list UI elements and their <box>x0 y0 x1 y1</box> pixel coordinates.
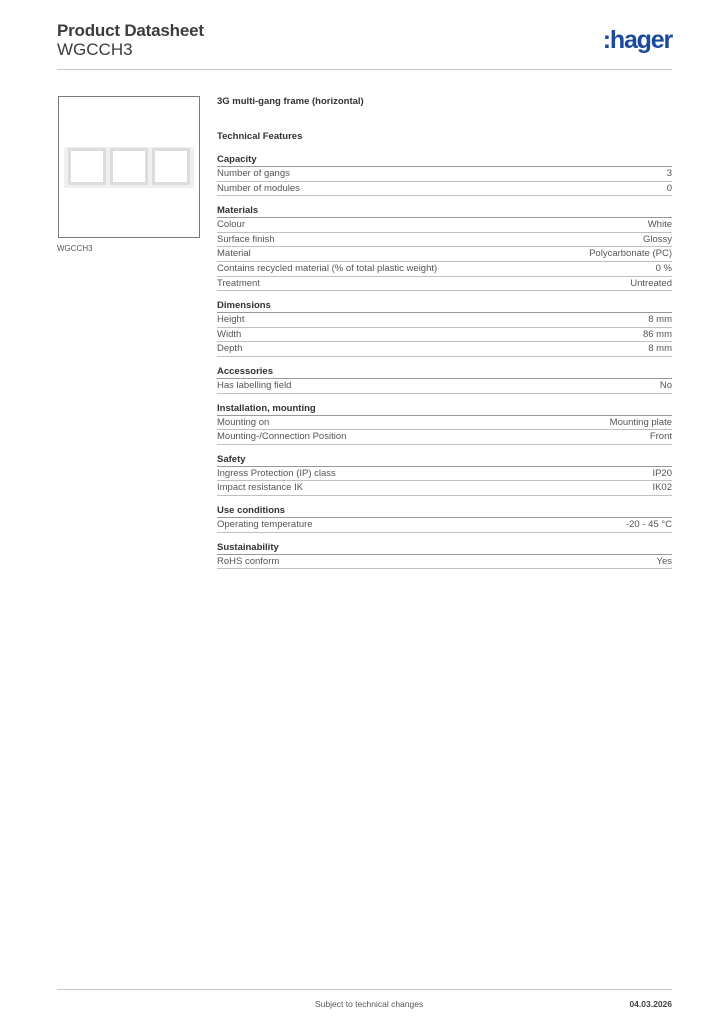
spec-value: White <box>647 219 672 231</box>
spec-value: 0 % <box>655 262 672 274</box>
spec-value: Yes <box>656 555 672 567</box>
spec-section <box>217 402 672 445</box>
section-title: Dimensions <box>217 299 672 313</box>
spec-row <box>217 555 672 570</box>
spec-value: No <box>659 379 672 391</box>
spec-value: 8 mm <box>648 343 672 355</box>
frame-illustration <box>64 147 194 188</box>
spec-row <box>217 262 672 277</box>
spec-row <box>217 218 672 233</box>
spec-section <box>217 365 672 394</box>
document-title: Product Datasheet <box>57 21 204 40</box>
spec-label: RoHS conform <box>217 555 280 567</box>
spec-label: Depth <box>217 343 243 355</box>
spec-content <box>217 96 672 569</box>
spec-label: Height <box>217 314 245 326</box>
product-code: WGCCH3 <box>57 40 133 59</box>
spec-value: IP20 <box>652 467 672 479</box>
section-title: Accessories <box>217 365 672 379</box>
page-header <box>57 20 672 70</box>
footer-date: 04.03.2026 <box>629 999 672 1009</box>
spec-row <box>217 167 672 182</box>
gang-slot <box>68 148 106 185</box>
spec-value: 0 <box>666 182 672 194</box>
spec-section <box>217 299 672 357</box>
technical-features-heading: Technical Features <box>217 131 303 142</box>
spec-value: IK02 <box>652 482 672 494</box>
gang-slot <box>110 148 148 185</box>
spec-row <box>217 247 672 262</box>
spec-row <box>217 416 672 431</box>
spec-section <box>217 541 672 570</box>
spec-label: Colour <box>217 219 245 231</box>
spec-label: Material <box>217 248 251 260</box>
spec-label: Contains recycled material (% of total plastic weight) <box>217 262 438 274</box>
spec-section <box>217 204 672 291</box>
spec-value: Polycarbonate (PC) <box>589 248 672 260</box>
spec-label: Has labelling field <box>217 379 292 391</box>
spec-label: Number of modules <box>217 182 300 194</box>
spec-row <box>217 277 672 292</box>
spec-value: Mounting plate <box>609 416 672 428</box>
footer-note: Subject to technical changes <box>315 999 424 1009</box>
spec-row <box>217 342 672 357</box>
spec-sections <box>217 153 672 569</box>
spec-section <box>217 153 672 196</box>
spec-label: Mounting on <box>217 416 270 428</box>
section-title: Sustainability <box>217 541 672 555</box>
spec-label: Mounting-/Connection Position <box>217 431 347 443</box>
spec-row <box>217 430 672 445</box>
spec-row <box>217 233 672 248</box>
hager-logo: :hager <box>602 26 672 54</box>
spec-label: Impact resistance IK <box>217 482 304 494</box>
spec-label: Ingress Protection (IP) class <box>217 467 336 479</box>
spec-value: 8 mm <box>648 314 672 326</box>
spec-row <box>217 467 672 482</box>
spec-value: -20 - 45 °C <box>625 518 672 530</box>
spec-section <box>217 453 672 496</box>
spec-label: Surface finish <box>217 233 275 245</box>
spec-row <box>217 182 672 197</box>
spec-row <box>217 328 672 343</box>
section-title: Materials <box>217 204 672 218</box>
page-footer <box>57 989 672 1009</box>
spec-value: Front <box>649 431 672 443</box>
spec-row <box>217 481 672 496</box>
gang-slot <box>152 148 190 185</box>
product-image <box>58 96 200 238</box>
spec-row <box>217 313 672 328</box>
section-title: Capacity <box>217 153 672 167</box>
image-caption: WGCCH3 <box>57 244 93 253</box>
spec-value: Glossy <box>642 233 672 245</box>
product-name: 3G multi-gang frame (horizontal) <box>217 96 364 107</box>
spec-section <box>217 504 672 533</box>
section-title: Safety <box>217 453 672 467</box>
spec-value: 3 <box>666 168 672 179</box>
spec-value: Untreated <box>630 277 672 289</box>
section-title: Installation, mounting <box>217 402 672 416</box>
spec-row <box>217 518 672 533</box>
spec-label: Treatment <box>217 277 260 289</box>
spec-value: 86 mm <box>642 328 672 340</box>
spec-row <box>217 379 672 394</box>
spec-label: Number of gangs <box>217 168 290 179</box>
spec-label: Operating temperature <box>217 518 313 530</box>
section-title: Use conditions <box>217 504 672 518</box>
spec-label: Width <box>217 328 242 340</box>
